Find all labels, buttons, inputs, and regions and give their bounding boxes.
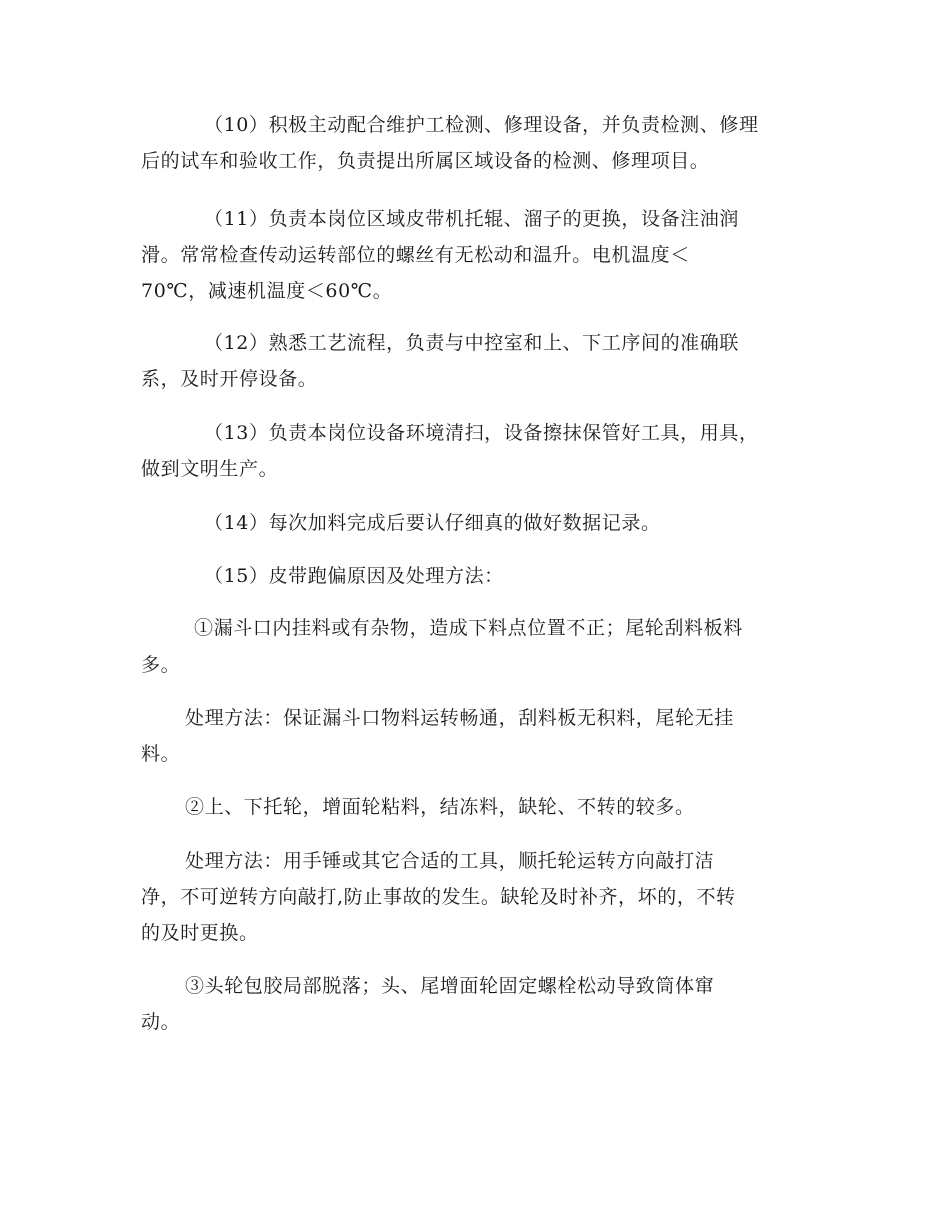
paragraph-item-12-line-1: （12）熟悉工艺流程，负责与中控室和上、下工序间的准确联 [204,332,739,354]
paragraph-item-10-line-1: （10）积极主动配合维护工检测、修理设备，并负责检测、修理 [204,114,759,136]
paragraph-item-12-line-2: 系，及时开停设备。 [141,368,318,390]
paragraph-item-13-line-1: （13）负责本岗位设备环境清扫，设备擦抹保管好工具，用具， [204,422,759,444]
paragraph-method-2-line-2: 净，不可逆转方向敲打,防止事故的发生。缺轮及时补齐，坏的，不转 [141,886,736,908]
paragraph-method-2-line-3: 的及时更换。 [141,922,259,944]
paragraph-cause-3-line-1: ③头轮包胶局部脱落；头、尾增面轮固定螺栓松动导致筒体窜 [185,975,715,997]
paragraph-cause-3-line-2: 动。 [141,1011,181,1033]
paragraph-item-10-line-2: 后的试车和验收工作，负责提出所属区域设备的检测、修理项目。 [141,150,710,172]
paragraph-item-13-line-2: 做到文明生产。 [141,458,279,480]
paragraph-item-11-line-1: （11）负责本岗位区域皮带机托辊、溜子的更换，设备注油润 [204,208,739,230]
paragraph-item-15-line-1: （15）皮带跑偏原因及处理方法： [204,565,504,587]
paragraph-item-14-line-1: （14）每次加料完成后要认仔细真的做好数据记录。 [204,512,661,534]
paragraph-method-2-line-1: 处理方法：用手锤或其它合适的工具，顺托轮运转方向敲打洁 [185,850,715,872]
paragraph-item-11-line-3: 70℃，减速机温度＜60℃。 [141,280,393,302]
paragraph-method-1-line-1: 处理方法：保证漏斗口物料运转畅通，刮料板无积料，尾轮无挂 [185,707,734,729]
paragraph-cause-1-line-1: ①漏斗口内挂料或有杂物，造成下料点位置不正；尾轮刮料板料 [194,617,743,639]
paragraph-method-1-line-2: 料。 [141,743,181,765]
paragraph-item-11-line-2: 滑。常常检查传动运转部位的螺丝有无松动和温升。电机温度＜ [141,244,690,266]
paragraph-cause-1-line-2: 多。 [141,654,181,676]
paragraph-cause-2-line-1: ②上、下托轮，增面轮粘料，结冻料，缺轮、不转的较多。 [185,796,695,818]
